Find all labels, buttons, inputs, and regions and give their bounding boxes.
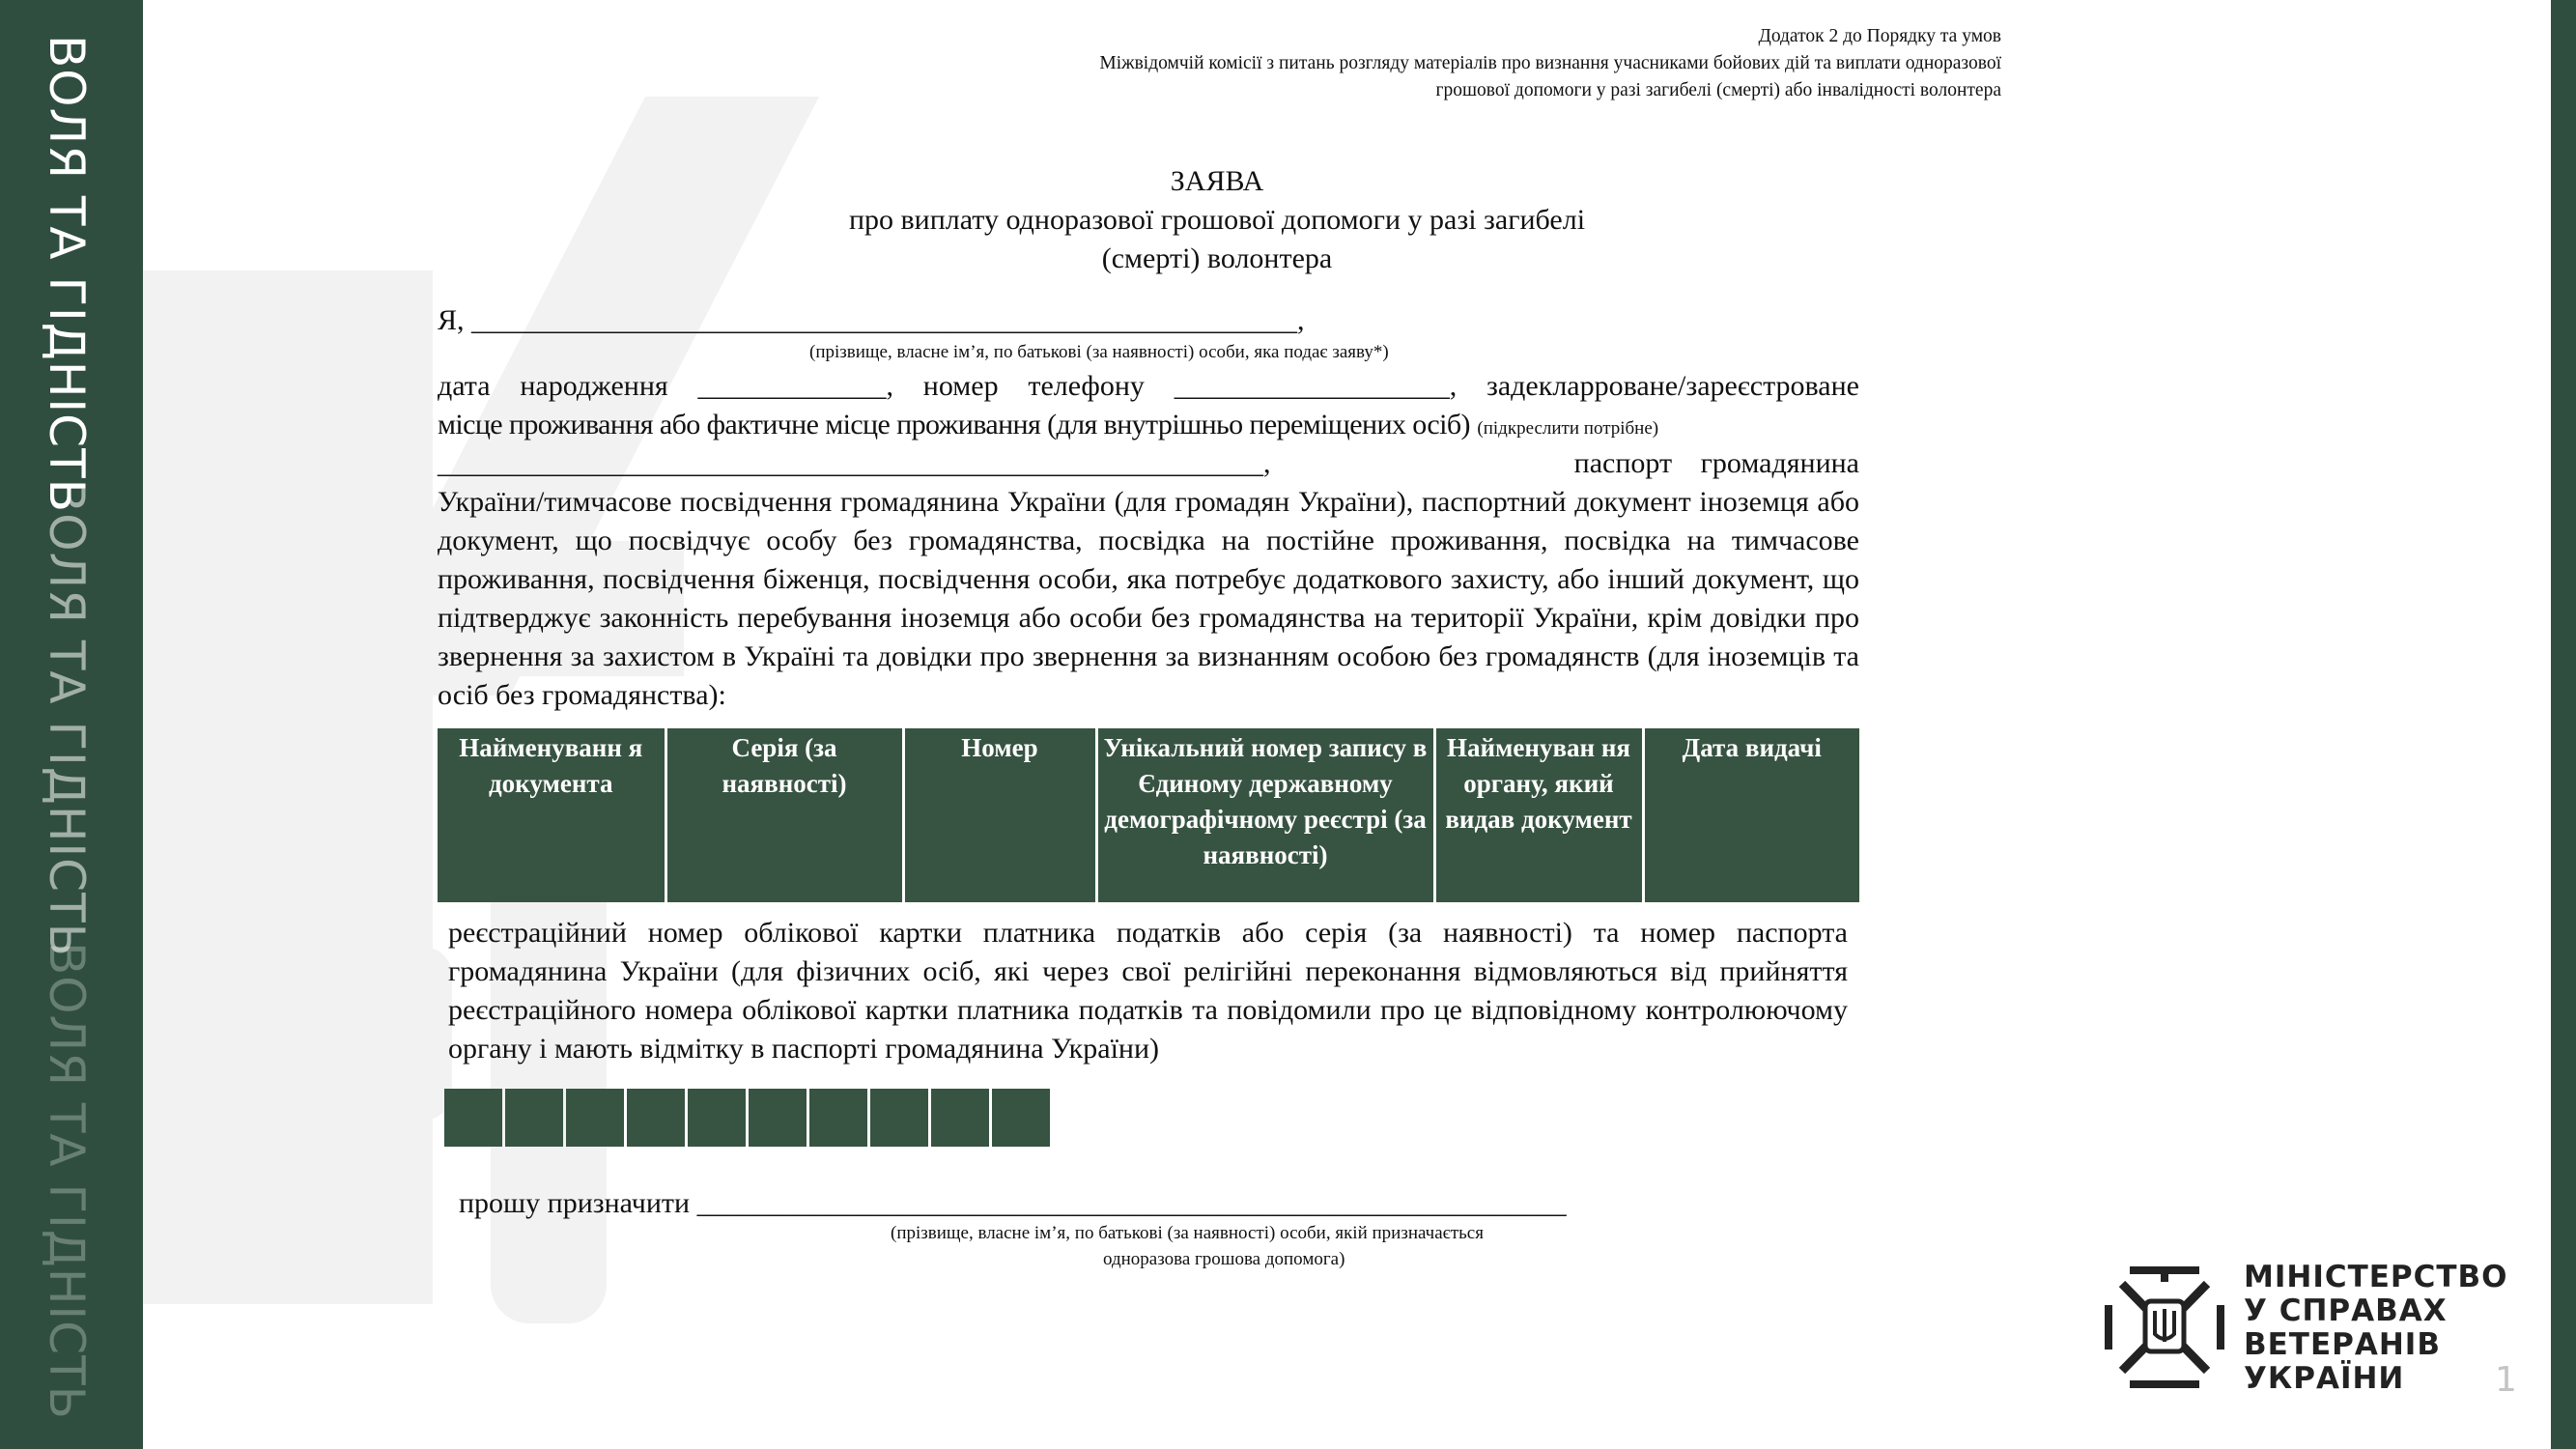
tax-digit-cell[interactable] xyxy=(688,1089,746,1147)
tax-digit-cell[interactable] xyxy=(505,1089,563,1147)
right-strip xyxy=(2551,0,2576,1449)
document-title xyxy=(734,162,1700,278)
ministry-name-line-3: ВЕТЕРАНІВ xyxy=(2244,1327,2441,1362)
tax-digit-cell[interactable] xyxy=(627,1089,685,1147)
tax-digit-cell[interactable] xyxy=(444,1089,502,1147)
birthdate-phone-line xyxy=(438,367,1859,406)
header-line-3: грошової допомоги у разі загибелі (смерті) або інвалідності волонтера xyxy=(1435,80,2001,100)
passport-line xyxy=(438,444,1859,483)
title-main: ЗАЯВА xyxy=(1170,165,1264,197)
document-description: України/тимчасове посвідчення громадянина України (для громадян України), паспортний документ іноземця або документ, що посвідчує особу без громадянства, посвідка на постійне проживання, посвідка на тимчасове проживання, посвідчення біженця, посвідчення особи, яка потребує додаткового захисту, або інший документ, що підтверджує законність перебування іноземця або особи без громадянства на території України, крім довідки про звернення за захистом в Україні та довідки про звернення за визнанням особою без громадянств (для іноземців та осіб без громадянства): xyxy=(438,486,1859,711)
beneficiary-line: прошу призначити ____________________________________________________________ xyxy=(459,1187,1567,1219)
applicant-name-line: Я, _________________________________________________________, xyxy=(438,304,1305,336)
ministry-name xyxy=(2244,1261,2508,1396)
tax-number-cells xyxy=(444,1089,1053,1149)
birthdate-phone-text: дата народження _____________, номер телефону ___________________, задекларроване/зареєстроване xyxy=(438,370,1859,402)
header-doc-name: Найменуванн я документа xyxy=(438,728,665,902)
document-table xyxy=(438,728,1859,902)
left-banner xyxy=(0,0,143,1449)
beneficiary-hint-2: одноразова грошова допомога) xyxy=(1103,1249,1345,1269)
ministry-name-line-1: МІНІСТЕРСТВО xyxy=(2244,1260,2508,1294)
page-number: 1 xyxy=(2495,1360,2517,1400)
residence-line xyxy=(438,406,1859,448)
tax-digit-cell[interactable] xyxy=(566,1089,624,1147)
tax-number-paragraph: реєстраційний номер облікової картки платника податків або серія (за наявності) та номер паспорта громадянина України (для фізичних осіб, які через свої релігійні переконання відмовляються від прийняття реєстраційного номера облікової картки платника податків та повідомили про це відповідному контролюючому органу і мають відмітку в паспорті громадянина України) xyxy=(448,917,1848,1065)
tax-digit-cell[interactable] xyxy=(992,1089,1050,1147)
tax-digit-cell[interactable] xyxy=(809,1089,867,1147)
tax-digit-cell[interactable] xyxy=(870,1089,928,1147)
applicant-name-hint: (прізвище, власне ім’я, по батькові (за наявності) особи, яка подає заяву*) xyxy=(809,342,1389,362)
ministry-emblem-icon xyxy=(2101,1263,2228,1392)
title-line-2: про виплату одноразової грошової допомоги у разі загибелі xyxy=(848,204,1586,236)
header-series: Серія (за наявності) xyxy=(665,728,903,902)
slogan-text-faint: ВОЛЯ ТА ГІДНІСТЬ xyxy=(39,942,95,1420)
slogan-text-faded: ВОЛЯ ТА ГІДНІСТЬ xyxy=(39,479,95,957)
header-line-1: Додаток 2 до Порядку та умов xyxy=(1758,26,2001,46)
residence-hint: (підкреслити потрібне) xyxy=(1477,418,1659,439)
header-issuing-authority: Найменуван ня органу, який видав документ xyxy=(1434,728,1643,902)
address-blank: _________________________________________________________, xyxy=(438,447,1271,479)
table-header-row xyxy=(438,728,1859,902)
ministry-name-line-2: У СПРАВАХ xyxy=(2244,1293,2448,1328)
header-issue-date: Дата видачі xyxy=(1682,733,1822,762)
ministry-name-line-4: УКРАЇНИ xyxy=(2244,1361,2405,1396)
beneficiary-hint-1: (прізвище, власне ім’я, по батькові (за наявності) особи, якій призначається xyxy=(891,1223,1484,1243)
header-number: Номер xyxy=(903,728,1096,902)
title-line-3: (смерті) волонтера xyxy=(1101,242,1333,274)
header-line-2: Міжвідомчій комісії з питань розгляду матеріалів про визнання учасниками бойових дій та виплати одноразової xyxy=(1099,53,2001,73)
appendix-header xyxy=(1099,23,2001,104)
passport-label: паспорт громадянина xyxy=(1573,447,1859,479)
residence-text: місце проживання або фактичне місце проживання (для внутрішньо переміщених осіб) xyxy=(438,409,1470,440)
tax-digit-cell[interactable] xyxy=(931,1089,989,1147)
ministry-logo xyxy=(2101,1260,2508,1396)
header-unique-record: Унікальний номер запису в Єдиному державному демографічному реєстрі (за наявності) xyxy=(1096,728,1434,902)
slogan-text: ВОЛЯ ТА ГІДНІСТЬ xyxy=(39,35,95,513)
tax-digit-cell[interactable] xyxy=(749,1089,807,1147)
